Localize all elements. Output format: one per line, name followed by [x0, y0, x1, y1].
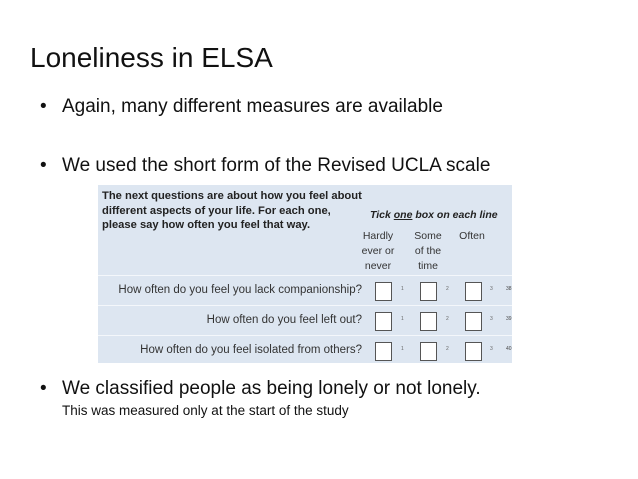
code-label: 1 — [401, 316, 404, 322]
bullet-marker: • — [40, 96, 47, 117]
bullet-2 — [40, 155, 490, 177]
bullet-marker: • — [40, 155, 47, 176]
instruction-post: box on each line — [412, 209, 498, 221]
bullet-text: We used the short form of the Revised UCLA scale — [62, 155, 491, 176]
bullet-marker: • — [40, 378, 47, 399]
question-text: How often do you feel left out? — [206, 314, 362, 326]
header-often — [448, 229, 496, 244]
sub-note: This was measured only at the start of the study — [62, 403, 349, 418]
question-row — [98, 337, 512, 366]
question-row — [98, 277, 512, 306]
checkbox-often[interactable] — [465, 312, 482, 331]
code-label: 2 — [446, 346, 449, 352]
checkbox-hardly-ever[interactable] — [375, 342, 392, 361]
header-line: never — [364, 260, 392, 272]
code-label: 2 — [446, 286, 449, 292]
code-label: 1 — [401, 286, 404, 292]
checkbox-some-of-time[interactable] — [420, 282, 437, 301]
header-line: time — [418, 260, 438, 272]
bullet-3 — [40, 378, 481, 400]
header-line: Some — [414, 230, 442, 242]
header-line: of the — [414, 245, 442, 257]
row-divider — [98, 275, 512, 276]
checkbox-often[interactable] — [465, 282, 482, 301]
bullet-1 — [40, 96, 443, 118]
code-label: 3 — [490, 346, 493, 352]
header-some-of-time — [404, 229, 452, 274]
code-label: 2 — [446, 316, 449, 322]
header-hardly-ever — [354, 229, 402, 274]
variable-number: 39 — [506, 316, 512, 322]
header-line: Often — [459, 230, 485, 242]
question-row — [98, 307, 512, 336]
code-label: 1 — [401, 346, 404, 352]
bullet-text: We classified people as being lonely or not lonely. — [62, 378, 481, 399]
header-line: ever or — [361, 245, 395, 257]
slide-title: Loneliness in ELSA — [30, 42, 273, 73]
checkbox-hardly-ever[interactable] — [375, 282, 392, 301]
code-label: 3 — [490, 286, 493, 292]
instruction-pre: Tick — [370, 209, 394, 221]
question-text: How often do you feel isolated from others? — [140, 344, 362, 356]
checkbox-often[interactable] — [465, 342, 482, 361]
code-label: 3 — [490, 316, 493, 322]
checkbox-some-of-time[interactable] — [420, 342, 437, 361]
variable-number: 40 — [506, 346, 512, 352]
instruction-underlined: one — [393, 209, 413, 221]
form-intro-text: The next questions are about how you feel about different aspects of your life. For each one, please say how often you feel that way. — [102, 190, 362, 231]
checkbox-some-of-time[interactable] — [420, 312, 437, 331]
questionnaire-image — [98, 185, 512, 363]
header-line: Hardly — [362, 230, 394, 242]
checkbox-hardly-ever[interactable] — [375, 312, 392, 331]
tick-instruction — [370, 209, 498, 221]
question-text: How often do you feel you lack companionship? — [118, 284, 362, 296]
variable-number: 38 — [506, 286, 512, 292]
bullet-text: Again, many different measures are available — [62, 96, 443, 117]
